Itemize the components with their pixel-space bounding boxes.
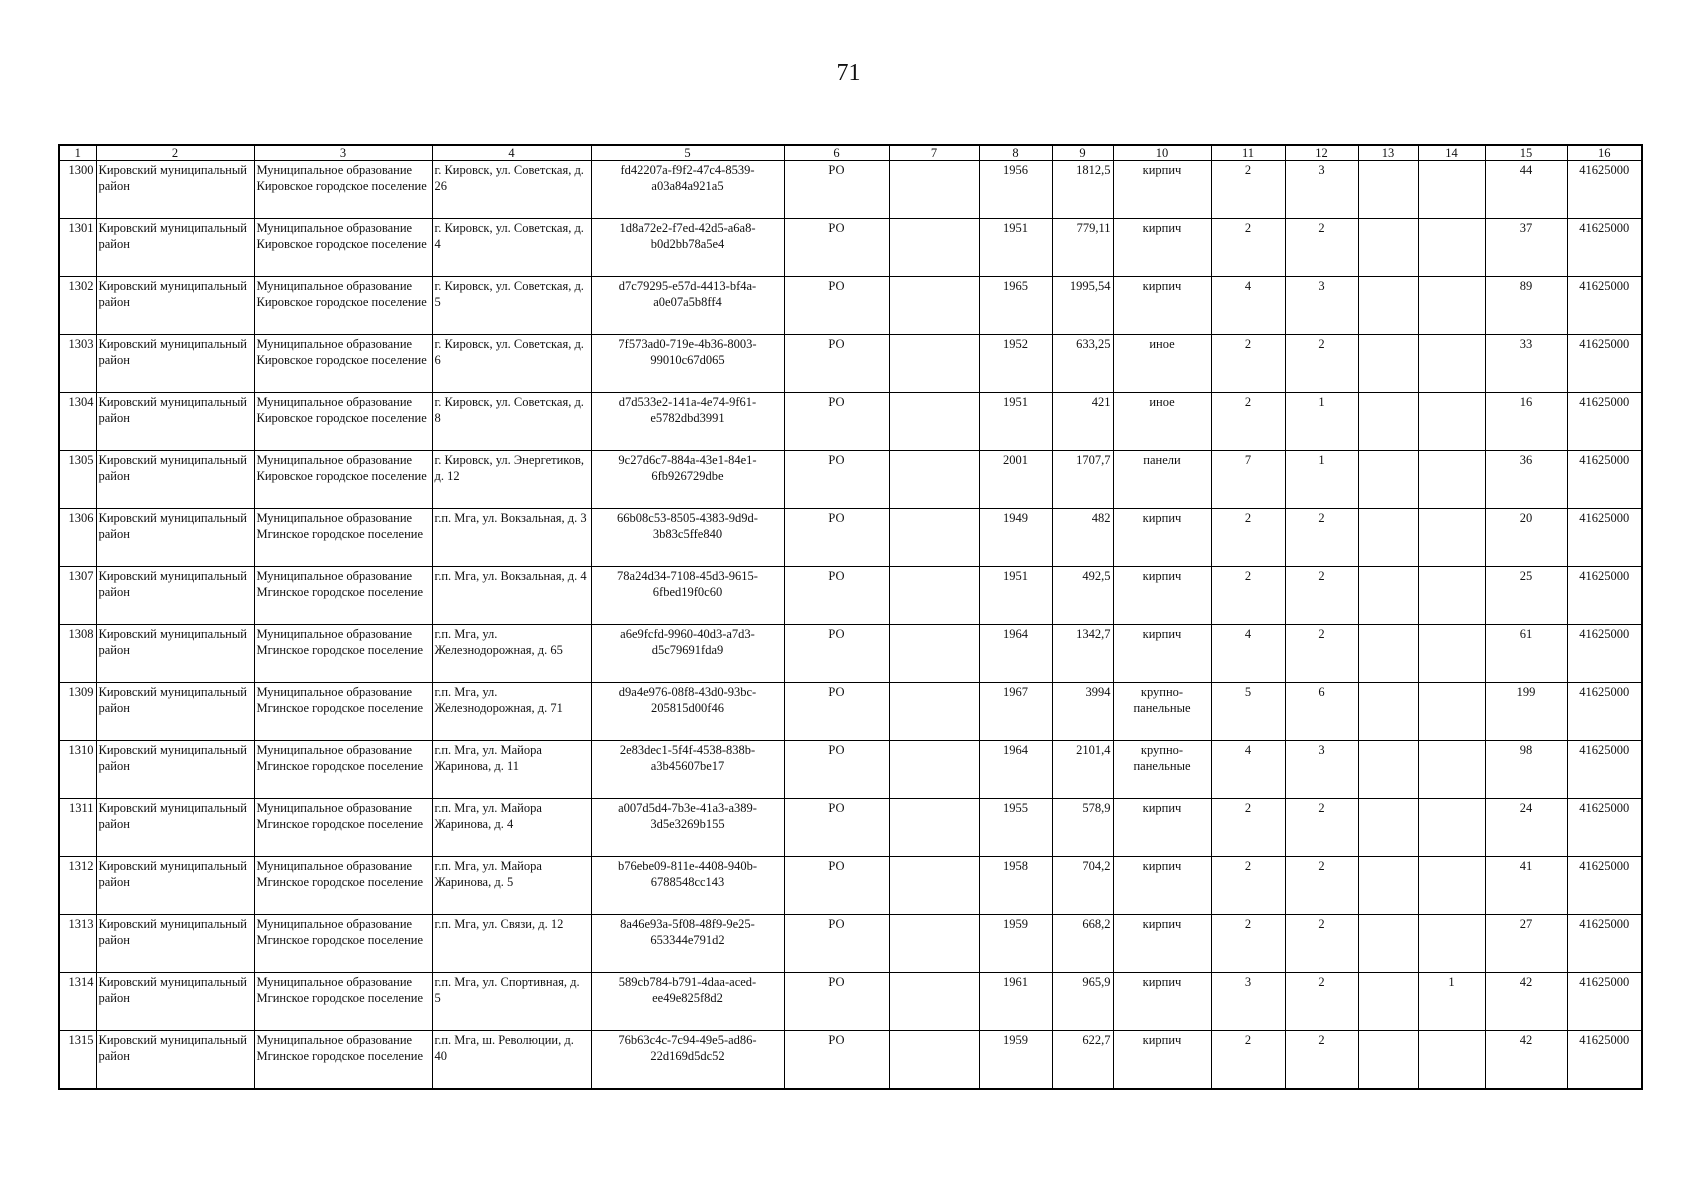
col15-cell: 20: [1485, 509, 1567, 567]
col15-cell: 41: [1485, 857, 1567, 915]
col6-cell: РО: [784, 741, 889, 799]
district-cell: Кировский муниципальный район: [96, 277, 254, 335]
municipality-cell: Муниципальное образование Кировское городское поселение: [254, 161, 432, 219]
col11-cell: 2: [1211, 219, 1285, 277]
guid-cell: 9c27d6c7-884a-43e1-84e1-6fb926729dbe: [591, 451, 784, 509]
col13-cell: [1358, 451, 1418, 509]
col13-cell: [1358, 625, 1418, 683]
col15-cell: 98: [1485, 741, 1567, 799]
col15-cell: 27: [1485, 915, 1567, 973]
municipality-cell: Муниципальное образование Мгинское городское поселение: [254, 741, 432, 799]
col15-cell: 16: [1485, 393, 1567, 451]
col11-cell: 2: [1211, 567, 1285, 625]
col7-cell: [889, 219, 979, 277]
col12-cell: 2: [1285, 335, 1358, 393]
col14-cell: [1418, 277, 1485, 335]
district-cell: Кировский муниципальный район: [96, 625, 254, 683]
guid-cell: 78a24d34-7108-45d3-9615-6fbed19f0c60: [591, 567, 784, 625]
col11-cell: 2: [1211, 857, 1285, 915]
col7-cell: [889, 799, 979, 857]
table-row: [59, 335, 1642, 393]
table-row: [59, 741, 1642, 799]
column-header-12: 12: [1285, 145, 1358, 161]
col13-cell: [1358, 741, 1418, 799]
material-cell: кирпич: [1113, 625, 1211, 683]
municipality-cell: Муниципальное образование Мгинское городское поселение: [254, 857, 432, 915]
col12-cell: 2: [1285, 857, 1358, 915]
col11-cell: 4: [1211, 277, 1285, 335]
col13-cell: [1358, 857, 1418, 915]
col13-cell: [1358, 567, 1418, 625]
col12-cell: 2: [1285, 973, 1358, 1031]
material-cell: кирпич: [1113, 161, 1211, 219]
row-number: 1310: [59, 741, 96, 799]
row-number: 1305: [59, 451, 96, 509]
col7-cell: [889, 1031, 979, 1089]
row-number: 1315: [59, 1031, 96, 1089]
guid-cell: d7d533e2-141a-4e74-9f61-e5782dbd3991: [591, 393, 784, 451]
column-header-16: 16: [1567, 145, 1642, 161]
col6-cell: РО: [784, 799, 889, 857]
col13-cell: [1358, 915, 1418, 973]
col14-cell: [1418, 1031, 1485, 1089]
col12-cell: 2: [1285, 567, 1358, 625]
municipality-cell: Муниципальное образование Кировское городское поселение: [254, 335, 432, 393]
year-cell: 1956: [979, 161, 1052, 219]
col7-cell: [889, 161, 979, 219]
material-cell: панели: [1113, 451, 1211, 509]
col11-cell: 4: [1211, 625, 1285, 683]
col11-cell: 3: [1211, 973, 1285, 1031]
col14-cell: [1418, 625, 1485, 683]
table-row: [59, 683, 1642, 741]
area-cell: 1812,5: [1052, 161, 1113, 219]
guid-cell: 7f573ad0-719e-4b36-8003-99010c67d065: [591, 335, 784, 393]
district-cell: Кировский муниципальный район: [96, 509, 254, 567]
col13-cell: [1358, 393, 1418, 451]
column-header-2: 2: [96, 145, 254, 161]
material-cell: кирпич: [1113, 915, 1211, 973]
material-cell: иное: [1113, 335, 1211, 393]
col7-cell: [889, 915, 979, 973]
material-cell: кирпич: [1113, 277, 1211, 335]
area-cell: 482: [1052, 509, 1113, 567]
address-cell: г.п. Мга, ул. Вокзальная, д. 3: [432, 509, 591, 567]
year-cell: 1951: [979, 393, 1052, 451]
col11-cell: 5: [1211, 683, 1285, 741]
municipality-cell: Муниципальное образование Кировское городское поселение: [254, 219, 432, 277]
address-cell: г. Кировск, ул. Советская, д. 4: [432, 219, 591, 277]
area-cell: 633,25: [1052, 335, 1113, 393]
oktmo-cell: 41625000: [1567, 973, 1642, 1031]
row-number: 1314: [59, 973, 96, 1031]
oktmo-cell: 41625000: [1567, 451, 1642, 509]
guid-cell: 589cb784-b791-4daa-aced-ee49e825f8d2: [591, 973, 784, 1031]
col6-cell: РО: [784, 857, 889, 915]
col14-cell: 1: [1418, 973, 1485, 1031]
col12-cell: 6: [1285, 683, 1358, 741]
col7-cell: [889, 857, 979, 915]
col11-cell: 2: [1211, 393, 1285, 451]
guid-cell: 76b63c4c-7c94-49e5-ad86-22d169d5dc52: [591, 1031, 784, 1089]
guid-cell: fd42207a-f9f2-47c4-8539-a03a84a921a5: [591, 161, 784, 219]
address-cell: г.п. Мга, ул. Железнодорожная, д. 65: [432, 625, 591, 683]
col11-cell: 7: [1211, 451, 1285, 509]
year-cell: 1961: [979, 973, 1052, 1031]
column-header-10: 10: [1113, 145, 1211, 161]
year-cell: 1955: [979, 799, 1052, 857]
col15-cell: 36: [1485, 451, 1567, 509]
col14-cell: [1418, 451, 1485, 509]
col12-cell: 2: [1285, 799, 1358, 857]
municipality-cell: Муниципальное образование Мгинское городское поселение: [254, 973, 432, 1031]
col14-cell: [1418, 335, 1485, 393]
area-cell: 668,2: [1052, 915, 1113, 973]
area-cell: 492,5: [1052, 567, 1113, 625]
row-number: 1311: [59, 799, 96, 857]
district-cell: Кировский муниципальный район: [96, 973, 254, 1031]
column-header-3: 3: [254, 145, 432, 161]
municipality-cell: Муниципальное образование Кировское городское поселение: [254, 393, 432, 451]
col11-cell: 2: [1211, 509, 1285, 567]
area-cell: 421: [1052, 393, 1113, 451]
housing-registry-table: [58, 144, 1643, 1090]
area-cell: 2101,4: [1052, 741, 1113, 799]
col13-cell: [1358, 799, 1418, 857]
material-cell: кирпич: [1113, 857, 1211, 915]
area-cell: 622,7: [1052, 1031, 1113, 1089]
column-header-1: 1: [59, 145, 96, 161]
col12-cell: 2: [1285, 625, 1358, 683]
material-cell: крупно-панельные: [1113, 683, 1211, 741]
year-cell: 2001: [979, 451, 1052, 509]
col7-cell: [889, 335, 979, 393]
area-cell: 1995,54: [1052, 277, 1113, 335]
table-row: [59, 567, 1642, 625]
district-cell: Кировский муниципальный район: [96, 915, 254, 973]
address-cell: г.п. Мга, ул. Майора Жаринова, д. 11: [432, 741, 591, 799]
row-number: 1313: [59, 915, 96, 973]
guid-cell: 2e83dec1-5f4f-4538-838b-a3b45607be17: [591, 741, 784, 799]
column-header-5: 5: [591, 145, 784, 161]
table-row: [59, 219, 1642, 277]
table-row: [59, 625, 1642, 683]
oktmo-cell: 41625000: [1567, 683, 1642, 741]
area-cell: 779,11: [1052, 219, 1113, 277]
col14-cell: [1418, 683, 1485, 741]
municipality-cell: Муниципальное образование Мгинское городское поселение: [254, 567, 432, 625]
area-cell: 578,9: [1052, 799, 1113, 857]
material-cell: иное: [1113, 393, 1211, 451]
municipality-cell: Муниципальное образование Кировское городское поселение: [254, 451, 432, 509]
col7-cell: [889, 451, 979, 509]
col7-cell: [889, 277, 979, 335]
col15-cell: 24: [1485, 799, 1567, 857]
guid-cell: d9a4e976-08f8-43d0-93bc-205815d00f46: [591, 683, 784, 741]
year-cell: 1959: [979, 915, 1052, 973]
oktmo-cell: 41625000: [1567, 509, 1642, 567]
row-number: 1303: [59, 335, 96, 393]
col14-cell: [1418, 509, 1485, 567]
year-cell: 1952: [979, 335, 1052, 393]
col6-cell: РО: [784, 915, 889, 973]
col15-cell: 42: [1485, 1031, 1567, 1089]
oktmo-cell: 41625000: [1567, 1031, 1642, 1089]
col13-cell: [1358, 973, 1418, 1031]
oktmo-cell: 41625000: [1567, 857, 1642, 915]
guid-cell: a007d5d4-7b3e-41a3-a389-3d5e3269b155: [591, 799, 784, 857]
material-cell: кирпич: [1113, 1031, 1211, 1089]
address-cell: г.п. Мга, ул. Связи, д. 12: [432, 915, 591, 973]
municipality-cell: Муниципальное образование Мгинское городское поселение: [254, 1031, 432, 1089]
year-cell: 1951: [979, 567, 1052, 625]
year-cell: 1959: [979, 1031, 1052, 1089]
district-cell: Кировский муниципальный район: [96, 857, 254, 915]
col6-cell: РО: [784, 509, 889, 567]
col12-cell: 2: [1285, 1031, 1358, 1089]
row-number: 1312: [59, 857, 96, 915]
col14-cell: [1418, 161, 1485, 219]
guid-cell: 8a46e93a-5f08-48f9-9e25-653344e791d2: [591, 915, 784, 973]
col6-cell: РО: [784, 219, 889, 277]
address-cell: г.п. Мга, ул. Спортивная, д. 5: [432, 973, 591, 1031]
area-cell: 3994: [1052, 683, 1113, 741]
col15-cell: 42: [1485, 973, 1567, 1031]
col6-cell: РО: [784, 683, 889, 741]
table-row: [59, 451, 1642, 509]
year-cell: 1964: [979, 625, 1052, 683]
col7-cell: [889, 973, 979, 1031]
col6-cell: РО: [784, 161, 889, 219]
col6-cell: РО: [784, 625, 889, 683]
district-cell: Кировский муниципальный район: [96, 451, 254, 509]
oktmo-cell: 41625000: [1567, 335, 1642, 393]
column-header-8: 8: [979, 145, 1052, 161]
year-cell: 1967: [979, 683, 1052, 741]
col13-cell: [1358, 219, 1418, 277]
address-cell: г. Кировск, ул. Советская, д. 6: [432, 335, 591, 393]
material-cell: кирпич: [1113, 973, 1211, 1031]
col7-cell: [889, 393, 979, 451]
col14-cell: [1418, 567, 1485, 625]
address-cell: г.п. Мга, ул. Железнодорожная, д. 71: [432, 683, 591, 741]
address-cell: г. Кировск, ул. Энергетиков, д. 12: [432, 451, 591, 509]
column-header-13: 13: [1358, 145, 1418, 161]
table-row: [59, 509, 1642, 567]
col11-cell: 4: [1211, 741, 1285, 799]
district-cell: Кировский муниципальный район: [96, 799, 254, 857]
table-row: [59, 161, 1642, 219]
column-header-11: 11: [1211, 145, 1285, 161]
year-cell: 1965: [979, 277, 1052, 335]
col14-cell: [1418, 393, 1485, 451]
column-header-14: 14: [1418, 145, 1485, 161]
col12-cell: 3: [1285, 741, 1358, 799]
address-cell: г.п. Мга, ул. Вокзальная, д. 4: [432, 567, 591, 625]
column-header-7: 7: [889, 145, 979, 161]
table-row: [59, 973, 1642, 1031]
col12-cell: 2: [1285, 219, 1358, 277]
col14-cell: [1418, 219, 1485, 277]
oktmo-cell: 41625000: [1567, 625, 1642, 683]
col15-cell: 61: [1485, 625, 1567, 683]
municipality-cell: Муниципальное образование Мгинское городское поселение: [254, 509, 432, 567]
municipality-cell: Муниципальное образование Мгинское городское поселение: [254, 683, 432, 741]
table-row: [59, 393, 1642, 451]
page-number: 71: [836, 60, 861, 86]
material-cell: кирпич: [1113, 509, 1211, 567]
col7-cell: [889, 683, 979, 741]
col6-cell: РО: [784, 567, 889, 625]
district-cell: Кировский муниципальный район: [96, 683, 254, 741]
address-cell: г. Кировск, ул. Советская, д. 8: [432, 393, 591, 451]
col6-cell: РО: [784, 451, 889, 509]
col12-cell: 1: [1285, 393, 1358, 451]
district-cell: Кировский муниципальный район: [96, 161, 254, 219]
year-cell: 1951: [979, 219, 1052, 277]
col12-cell: 3: [1285, 277, 1358, 335]
district-cell: Кировский муниципальный район: [96, 335, 254, 393]
col13-cell: [1358, 335, 1418, 393]
col11-cell: 2: [1211, 161, 1285, 219]
oktmo-cell: 41625000: [1567, 393, 1642, 451]
area-cell: 1342,7: [1052, 625, 1113, 683]
row-number: 1302: [59, 277, 96, 335]
oktmo-cell: 41625000: [1567, 741, 1642, 799]
year-cell: 1964: [979, 741, 1052, 799]
row-number: 1308: [59, 625, 96, 683]
municipality-cell: Муниципальное образование Мгинское городское поселение: [254, 799, 432, 857]
column-header-6: 6: [784, 145, 889, 161]
column-header-4: 4: [432, 145, 591, 161]
col6-cell: РО: [784, 335, 889, 393]
col13-cell: [1358, 277, 1418, 335]
area-cell: 1707,7: [1052, 451, 1113, 509]
guid-cell: 1d8a72e2-f7ed-42d5-a6a8-b0d2bb78a5e4: [591, 219, 784, 277]
year-cell: 1958: [979, 857, 1052, 915]
table-header: [59, 145, 1642, 161]
area-cell: 965,9: [1052, 973, 1113, 1031]
guid-cell: 66b08c53-8505-4383-9d9d-3b83c5ffe840: [591, 509, 784, 567]
col14-cell: [1418, 915, 1485, 973]
oktmo-cell: 41625000: [1567, 915, 1642, 973]
guid-cell: d7c79295-e57d-4413-bf4a-a0e07a5b8ff4: [591, 277, 784, 335]
col14-cell: [1418, 799, 1485, 857]
col13-cell: [1358, 1031, 1418, 1089]
col12-cell: 3: [1285, 161, 1358, 219]
row-number: 1304: [59, 393, 96, 451]
col15-cell: 89: [1485, 277, 1567, 335]
address-cell: г.п. Мга, ш. Революции, д. 40: [432, 1031, 591, 1089]
material-cell: кирпич: [1113, 219, 1211, 277]
col11-cell: 2: [1211, 335, 1285, 393]
material-cell: кирпич: [1113, 799, 1211, 857]
guid-cell: a6e9fcfd-9960-40d3-a7d3-d5c79691fda9: [591, 625, 784, 683]
column-header-9: 9: [1052, 145, 1113, 161]
col12-cell: 2: [1285, 509, 1358, 567]
table-row: [59, 277, 1642, 335]
table-row: [59, 1031, 1642, 1089]
table-row: [59, 915, 1642, 973]
column-header-15: 15: [1485, 145, 1567, 161]
col7-cell: [889, 741, 979, 799]
col13-cell: [1358, 161, 1418, 219]
col15-cell: 199: [1485, 683, 1567, 741]
col13-cell: [1358, 683, 1418, 741]
table-row: [59, 857, 1642, 915]
oktmo-cell: 41625000: [1567, 219, 1642, 277]
table-row: [59, 799, 1642, 857]
col13-cell: [1358, 509, 1418, 567]
address-cell: г. Кировск, ул. Советская, д. 5: [432, 277, 591, 335]
col12-cell: 2: [1285, 915, 1358, 973]
district-cell: Кировский муниципальный район: [96, 1031, 254, 1089]
district-cell: Кировский муниципальный район: [96, 567, 254, 625]
row-number: 1300: [59, 161, 96, 219]
address-cell: г.п. Мга, ул. Майора Жаринова, д. 5: [432, 857, 591, 915]
oktmo-cell: 41625000: [1567, 277, 1642, 335]
col15-cell: 37: [1485, 219, 1567, 277]
column-number-row: [59, 145, 1642, 161]
municipality-cell: Муниципальное образование Кировское городское поселение: [254, 277, 432, 335]
col15-cell: 33: [1485, 335, 1567, 393]
col6-cell: РО: [784, 393, 889, 451]
row-number: 1309: [59, 683, 96, 741]
col14-cell: [1418, 741, 1485, 799]
row-number: 1307: [59, 567, 96, 625]
year-cell: 1949: [979, 509, 1052, 567]
address-cell: г. Кировск, ул. Советская, д. 26: [432, 161, 591, 219]
col7-cell: [889, 509, 979, 567]
district-cell: Кировский муниципальный район: [96, 219, 254, 277]
area-cell: 704,2: [1052, 857, 1113, 915]
address-cell: г.п. Мга, ул. Майора Жаринова, д. 4: [432, 799, 591, 857]
material-cell: крупно-панельные: [1113, 741, 1211, 799]
col11-cell: 2: [1211, 1031, 1285, 1089]
table-body: [59, 161, 1642, 1089]
col15-cell: 44: [1485, 161, 1567, 219]
col6-cell: РО: [784, 1031, 889, 1089]
municipality-cell: Муниципальное образование Мгинское городское поселение: [254, 915, 432, 973]
district-cell: Кировский муниципальный район: [96, 393, 254, 451]
row-number: 1306: [59, 509, 96, 567]
col7-cell: [889, 625, 979, 683]
row-number: 1301: [59, 219, 96, 277]
oktmo-cell: 41625000: [1567, 161, 1642, 219]
oktmo-cell: 41625000: [1567, 799, 1642, 857]
col12-cell: 1: [1285, 451, 1358, 509]
col6-cell: РО: [784, 277, 889, 335]
col11-cell: 2: [1211, 799, 1285, 857]
col14-cell: [1418, 857, 1485, 915]
col7-cell: [889, 567, 979, 625]
oktmo-cell: 41625000: [1567, 567, 1642, 625]
col11-cell: 2: [1211, 915, 1285, 973]
district-cell: Кировский муниципальный район: [96, 741, 254, 799]
col6-cell: РО: [784, 973, 889, 1031]
guid-cell: b76ebe09-811e-4408-940b-6788548cc143: [591, 857, 784, 915]
col15-cell: 25: [1485, 567, 1567, 625]
material-cell: кирпич: [1113, 567, 1211, 625]
municipality-cell: Муниципальное образование Мгинское городское поселение: [254, 625, 432, 683]
